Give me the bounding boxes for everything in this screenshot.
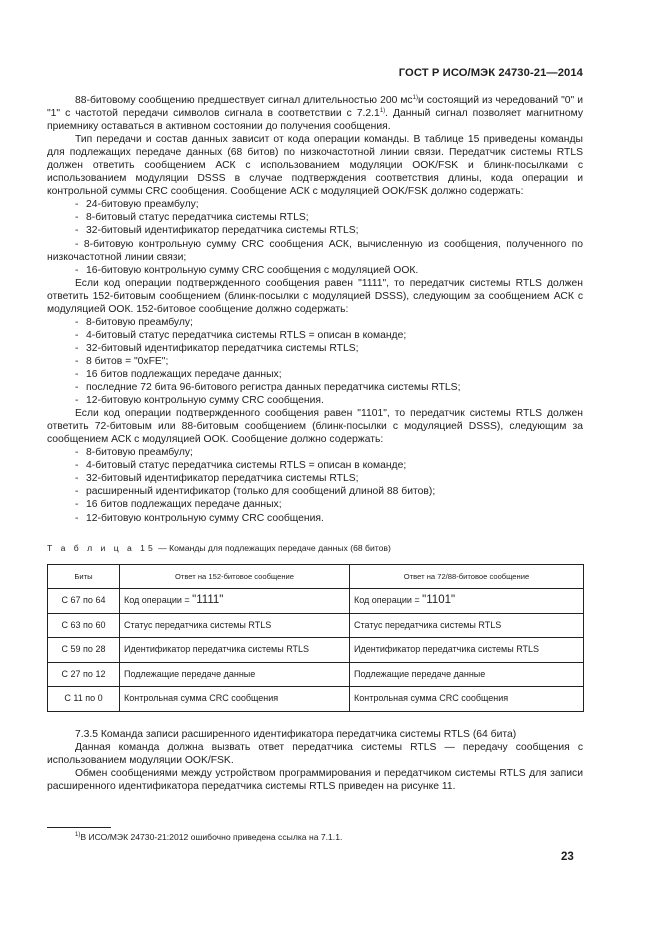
list-item: - 4-битовый статус передатчика системы RTLS = описан в команде;: [75, 329, 407, 341]
text-run: и состоящий из чередований "0" и "1" с частотой передачи символов сигнала в соответствии с 7.2.1: [47, 95, 583, 120]
text-run: . Данный сигнал позволяет магнитному приемнику оставаться в активном состоянии до получения сообщения.: [47, 108, 583, 133]
list-item: - 4-битовый статус передатчика системы RTLS = описан в команде;: [75, 460, 407, 472]
list-item: - 16 битов подлежащих передаче данных;: [75, 499, 282, 511]
table-cell: Статус передатчика системы RTLS: [120, 613, 350, 638]
paragraph-preamble: [47, 94, 583, 133]
footnote-ref: 1): [379, 108, 386, 115]
list-item: - последние 72 бита 96-битового регистра данных передатчика системы RTLS;: [75, 382, 461, 394]
table-header-row: [48, 564, 584, 589]
list-item: - 12-битовую контрольную сумму CRC сообщения.: [75, 512, 324, 524]
page-number: 23: [561, 851, 574, 863]
list-item: - 12-битовую контрольную сумму CRC сообщения.: [75, 395, 324, 407]
paragraph-opcode-1101: Если код операции подтвержденного сообщения равен "1101", то передатчик системы RTLS должен ответить 72-битовым или 88-битовым сообщением (блинк-посылки с модуляцией DSSS), следующим за сообщением АСК с модуляцией ООК. Сообщение должно содержать:: [47, 408, 583, 446]
table-cell: С 27 по 12: [48, 662, 120, 687]
list-item: - 32-битовый идентификатор передатчика системы RTLS;: [75, 473, 359, 485]
table-caption: Т а б л и ц а 15 — Команды для подлежащих передаче данных (68 битов): [47, 542, 391, 553]
table-cell: Статус передатчика системы RTLS: [350, 613, 584, 638]
table-cell: С 59 по 28: [48, 638, 120, 663]
section-7-3-5: [47, 728, 583, 793]
table-cell: Подлежащие передаче данные: [120, 662, 350, 687]
table-row: [48, 687, 584, 712]
list-item: - 16 битов подлежащих передаче данных;: [75, 368, 282, 380]
table-cell: Контрольная сумма CRC сообщения: [350, 687, 584, 712]
paragraph-opcode-1111: Если код операции подтвержденного сообщения равен "1111", то передатчик системы RTLS должен ответить 152-битовым сообщением (блинк-посылки с модуляцией DSSS), следующим за сообщением АСК с модуляцией ООК. 152-битовое сообщение должно содержать:: [47, 277, 583, 315]
table-row: [48, 613, 584, 638]
table-row: [48, 662, 584, 687]
table-cell: Идентификатор передатчика системы RTLS: [350, 638, 584, 663]
list-item: - расширенный идентификатор (только для сообщений длиной 88 битов);: [75, 486, 436, 498]
table-cell: Идентификатор передатчика системы RTLS: [120, 638, 350, 663]
commands-table: [47, 564, 584, 712]
table-cell: Код операции = "1111": [120, 589, 350, 614]
list-item: - 8-битовую преамбулу;: [75, 316, 193, 328]
list-item: - 32-битовый идентификатор передатчика системы RTLS;: [75, 225, 359, 237]
table-header-cell: Биты: [48, 564, 120, 589]
table-cell: Контрольная сумма CRC сообщения: [120, 687, 350, 712]
paragraph-transfer-type: Тип передачи и состав данных зависит от кода операции команды. В таблице 15 приведены команды для подлежащих передаче данных (68 битов) по низкочастотной линии связи. Передатчик системы RTLS должен ответить сообщением АСК с использованием модуляции OOK/FSK и блинк-посылками с использованием модуляции DSSS в случае подтверждения соответствия длины, кода операции и контрольной суммы CRC сообщения. Сообщение АСК с модуляцией OOK/FSK должно содержать:: [47, 134, 583, 198]
list-item: - 16-битовую контрольную сумму CRC сообщения с модуляцией ООК.: [75, 264, 419, 276]
list-item: - 8-битовую преамбулу;: [75, 447, 193, 459]
document-header: ГОСТ Р ИСО/МЭК 24730-21—2014: [398, 67, 583, 79]
table-cell: С 11 по 0: [48, 687, 120, 712]
table-cell: Код операции = "1101": [350, 589, 584, 614]
paragraph-exchange: Обмен сообщениями между устройством программирования и передатчиком системы RTLS для записи расширенного идентификатора передатчика системы RTLS приведен на рисунке 11.: [47, 767, 583, 792]
list-item: - 24-битовую преамбулу;: [75, 199, 199, 211]
table-cell: С 63 по 60: [48, 613, 120, 638]
footnote-ref: 1): [412, 95, 418, 101]
table-cell: С 67 по 64: [48, 589, 120, 614]
list-item-wrapped: - 8-битовую контрольную сумму CRC сообщения АСК, вычисленную из сообщения, полученного по низкочастотной линии связи;: [47, 238, 583, 263]
table-header-cell: Ответ на 72/88-битовое сообщение: [350, 564, 584, 589]
paragraph-command: Данная команда должна вызвать ответ передатчика системы RTLS — передачу сообщения с использованием модуляции OOK/FSK.: [47, 741, 583, 766]
document-body: [47, 94, 583, 793]
table-row: [48, 638, 584, 663]
table-header-cell: Ответ на 152-битовое сообщение: [120, 564, 350, 589]
list-item: - 32-битовый идентификатор передатчика системы RTLS;: [75, 342, 359, 354]
table-cell: Подлежащие передаче данные: [350, 662, 584, 687]
table-row: [48, 589, 584, 614]
footnote: $^{1)}$В ИСО/МЭК 24730-21:2012 ошибочно приведена ссылка на 7.1.1.: [75, 832, 343, 842]
text-run: 88-битовому сообщению предшествует сигнал длительностью 200 мс: [75, 95, 413, 106]
footnote-divider: [47, 827, 111, 828]
list-item: - 8-битовый статус передатчика системы RTLS;: [75, 212, 309, 224]
list-item: - 8 битов = "0xFE";: [75, 355, 169, 367]
section-heading: 7.3.5 Команда записи расширенного идентификатора передатчика системы RTLS (64 бита): [75, 728, 517, 740]
